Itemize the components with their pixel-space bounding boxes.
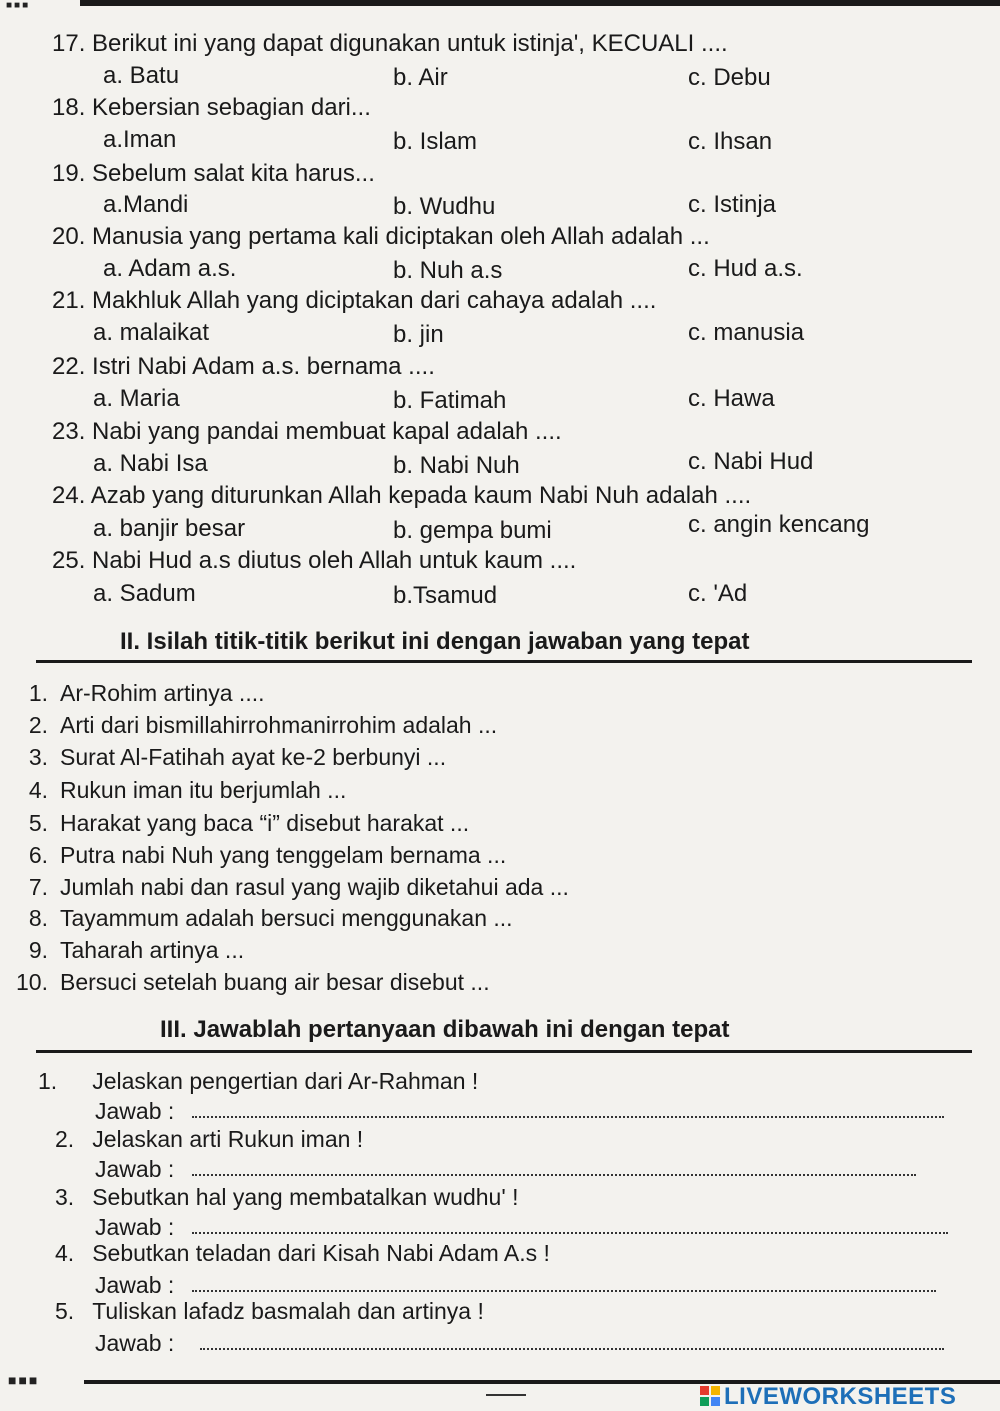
fill-item-10: 10. Bersuci setelah buang air besar disebut ...	[16, 969, 490, 995]
fill-item-4: 4. Rukun iman itu berjumlah ...	[28, 777, 347, 803]
option-a[interactable]: a. malaikat	[93, 319, 210, 346]
option-c[interactable]: c. 'Ad	[688, 580, 748, 607]
fill-item-8: 8. Tayammum adalah bersuci menggunakan ...	[28, 905, 513, 931]
option-c[interactable]: c. Ihsan	[688, 128, 773, 155]
option-a[interactable]: a. Sadum	[93, 580, 196, 607]
option-c[interactable]: c. angin kencang	[688, 511, 870, 538]
option-c[interactable]: c. Istinja	[688, 191, 777, 218]
fill-item-9: 9. Taharah artinya ...	[28, 937, 245, 963]
section-2-title: II. Isilah titik-titik berikut ini dengan jawaban yang tepat	[120, 628, 750, 655]
fill-item-7: 7. Jumlah nabi dan rasul yang wajib diketahui ada ...	[28, 874, 569, 900]
option-a[interactable]: a.Mandi	[103, 191, 189, 218]
option-b[interactable]: b. gempa bumi	[393, 517, 552, 544]
option-b[interactable]: b. Nuh a.s	[393, 257, 503, 284]
fill-item-5: 5. Harakat yang baca “i” disebut harakat ...	[28, 810, 470, 836]
answer-line-4[interactable]	[192, 1290, 936, 1292]
jawab-label: Jawab :	[95, 1272, 175, 1298]
top-marks: ■■■	[6, 0, 31, 11]
option-b[interactable]: b. Islam	[393, 128, 478, 155]
option-b[interactable]: b. jin	[393, 321, 444, 348]
fill-item-1: 1. Ar-Rohim artinya ....	[28, 680, 265, 706]
question-18: 18. Kebersian sebagian dari...	[52, 94, 371, 121]
essay-question-3: 3. Sebutkan hal yang membatalkan wudhu' !	[55, 1184, 519, 1210]
answer-line-3[interactable]	[192, 1232, 948, 1234]
center-dash	[486, 1394, 526, 1396]
jawab-label: Jawab :	[95, 1330, 175, 1356]
option-a[interactable]: a. banjir besar	[93, 515, 246, 542]
section-2-rule	[36, 660, 972, 663]
fill-item-2: 2. Arti dari bismillahirrohmanirrohim adalah ...	[28, 712, 498, 738]
liveworksheets-icon	[700, 1386, 720, 1406]
question-17: 17. Berikut ini yang dapat digunakan untuk istinja', KECUALI ....	[52, 30, 728, 57]
liveworksheets-logo: LIVEWORKSHEETS	[700, 1383, 956, 1411]
jawab-label: Jawab :	[95, 1156, 175, 1182]
answer-line-2[interactable]	[192, 1174, 916, 1176]
question-24: 24. Azab yang diturunkan Allah kepada kaum Nabi Nuh adalah ....	[52, 482, 752, 509]
option-a[interactable]: a. Adam a.s.	[103, 255, 237, 282]
option-b[interactable]: b. Air	[393, 64, 448, 91]
essay-question-5: 5. Tuliskan lafadz basmalah dan artinya !	[55, 1298, 484, 1324]
option-b[interactable]: b. Nabi Nuh	[393, 452, 520, 479]
question-19: 19. Sebelum salat kita harus...	[52, 160, 375, 187]
question-21: 21. Makhluk Allah yang diciptakan dari cahaya adalah ....	[52, 287, 657, 314]
jawab-label: Jawab :	[95, 1098, 175, 1124]
option-c[interactable]: c. Debu	[688, 64, 771, 91]
top-border-line	[80, 0, 1000, 6]
option-a[interactable]: a. Batu	[103, 62, 180, 89]
option-b[interactable]: b.Tsamud	[393, 582, 498, 609]
essay-question-1: 1. Jelaskan pengertian dari Ar-Rahman !	[38, 1068, 479, 1094]
answer-line-1[interactable]	[192, 1116, 944, 1118]
question-23: 23. Nabi yang pandai membuat kapal adalah ....	[52, 418, 562, 445]
bottom-marks: ■■■	[8, 1372, 40, 1388]
option-b[interactable]: b. Wudhu	[393, 193, 496, 220]
option-c[interactable]: c. manusia	[688, 319, 805, 346]
option-a[interactable]: a. Maria	[93, 385, 180, 412]
question-20: 20. Manusia yang pertama kali diciptakan oleh Allah adalah ...	[52, 223, 710, 250]
answer-line-5[interactable]	[200, 1348, 944, 1350]
essay-question-2: 2. Jelaskan arti Rukun iman !	[55, 1126, 364, 1152]
option-a[interactable]: a.Iman	[103, 126, 177, 153]
option-a[interactable]: a. Nabi Isa	[93, 450, 208, 477]
option-c[interactable]: c. Hawa	[688, 385, 775, 412]
option-c[interactable]: c. Hud a.s.	[688, 255, 803, 282]
essay-question-4: 4. Sebutkan teladan dari Kisah Nabi Adam A.s !	[55, 1240, 550, 1266]
option-b[interactable]: b. Fatimah	[393, 387, 507, 414]
question-22: 22. Istri Nabi Adam a.s. bernama ....	[52, 353, 435, 380]
jawab-label: Jawab :	[95, 1214, 175, 1240]
question-25: 25. Nabi Hud a.s diutus oleh Allah untuk kaum ....	[52, 547, 577, 574]
option-c[interactable]: c. Nabi Hud	[688, 448, 814, 475]
fill-item-6: 6. Putra nabi Nuh yang tenggelam bernama ...	[28, 842, 507, 868]
fill-item-3: 3. Surat Al-Fatihah ayat ke-2 berbunyi ...	[28, 744, 447, 770]
section-3-title: III. Jawablah pertanyaan dibawah ini dengan tepat	[160, 1016, 730, 1043]
section-3-rule	[36, 1050, 972, 1053]
